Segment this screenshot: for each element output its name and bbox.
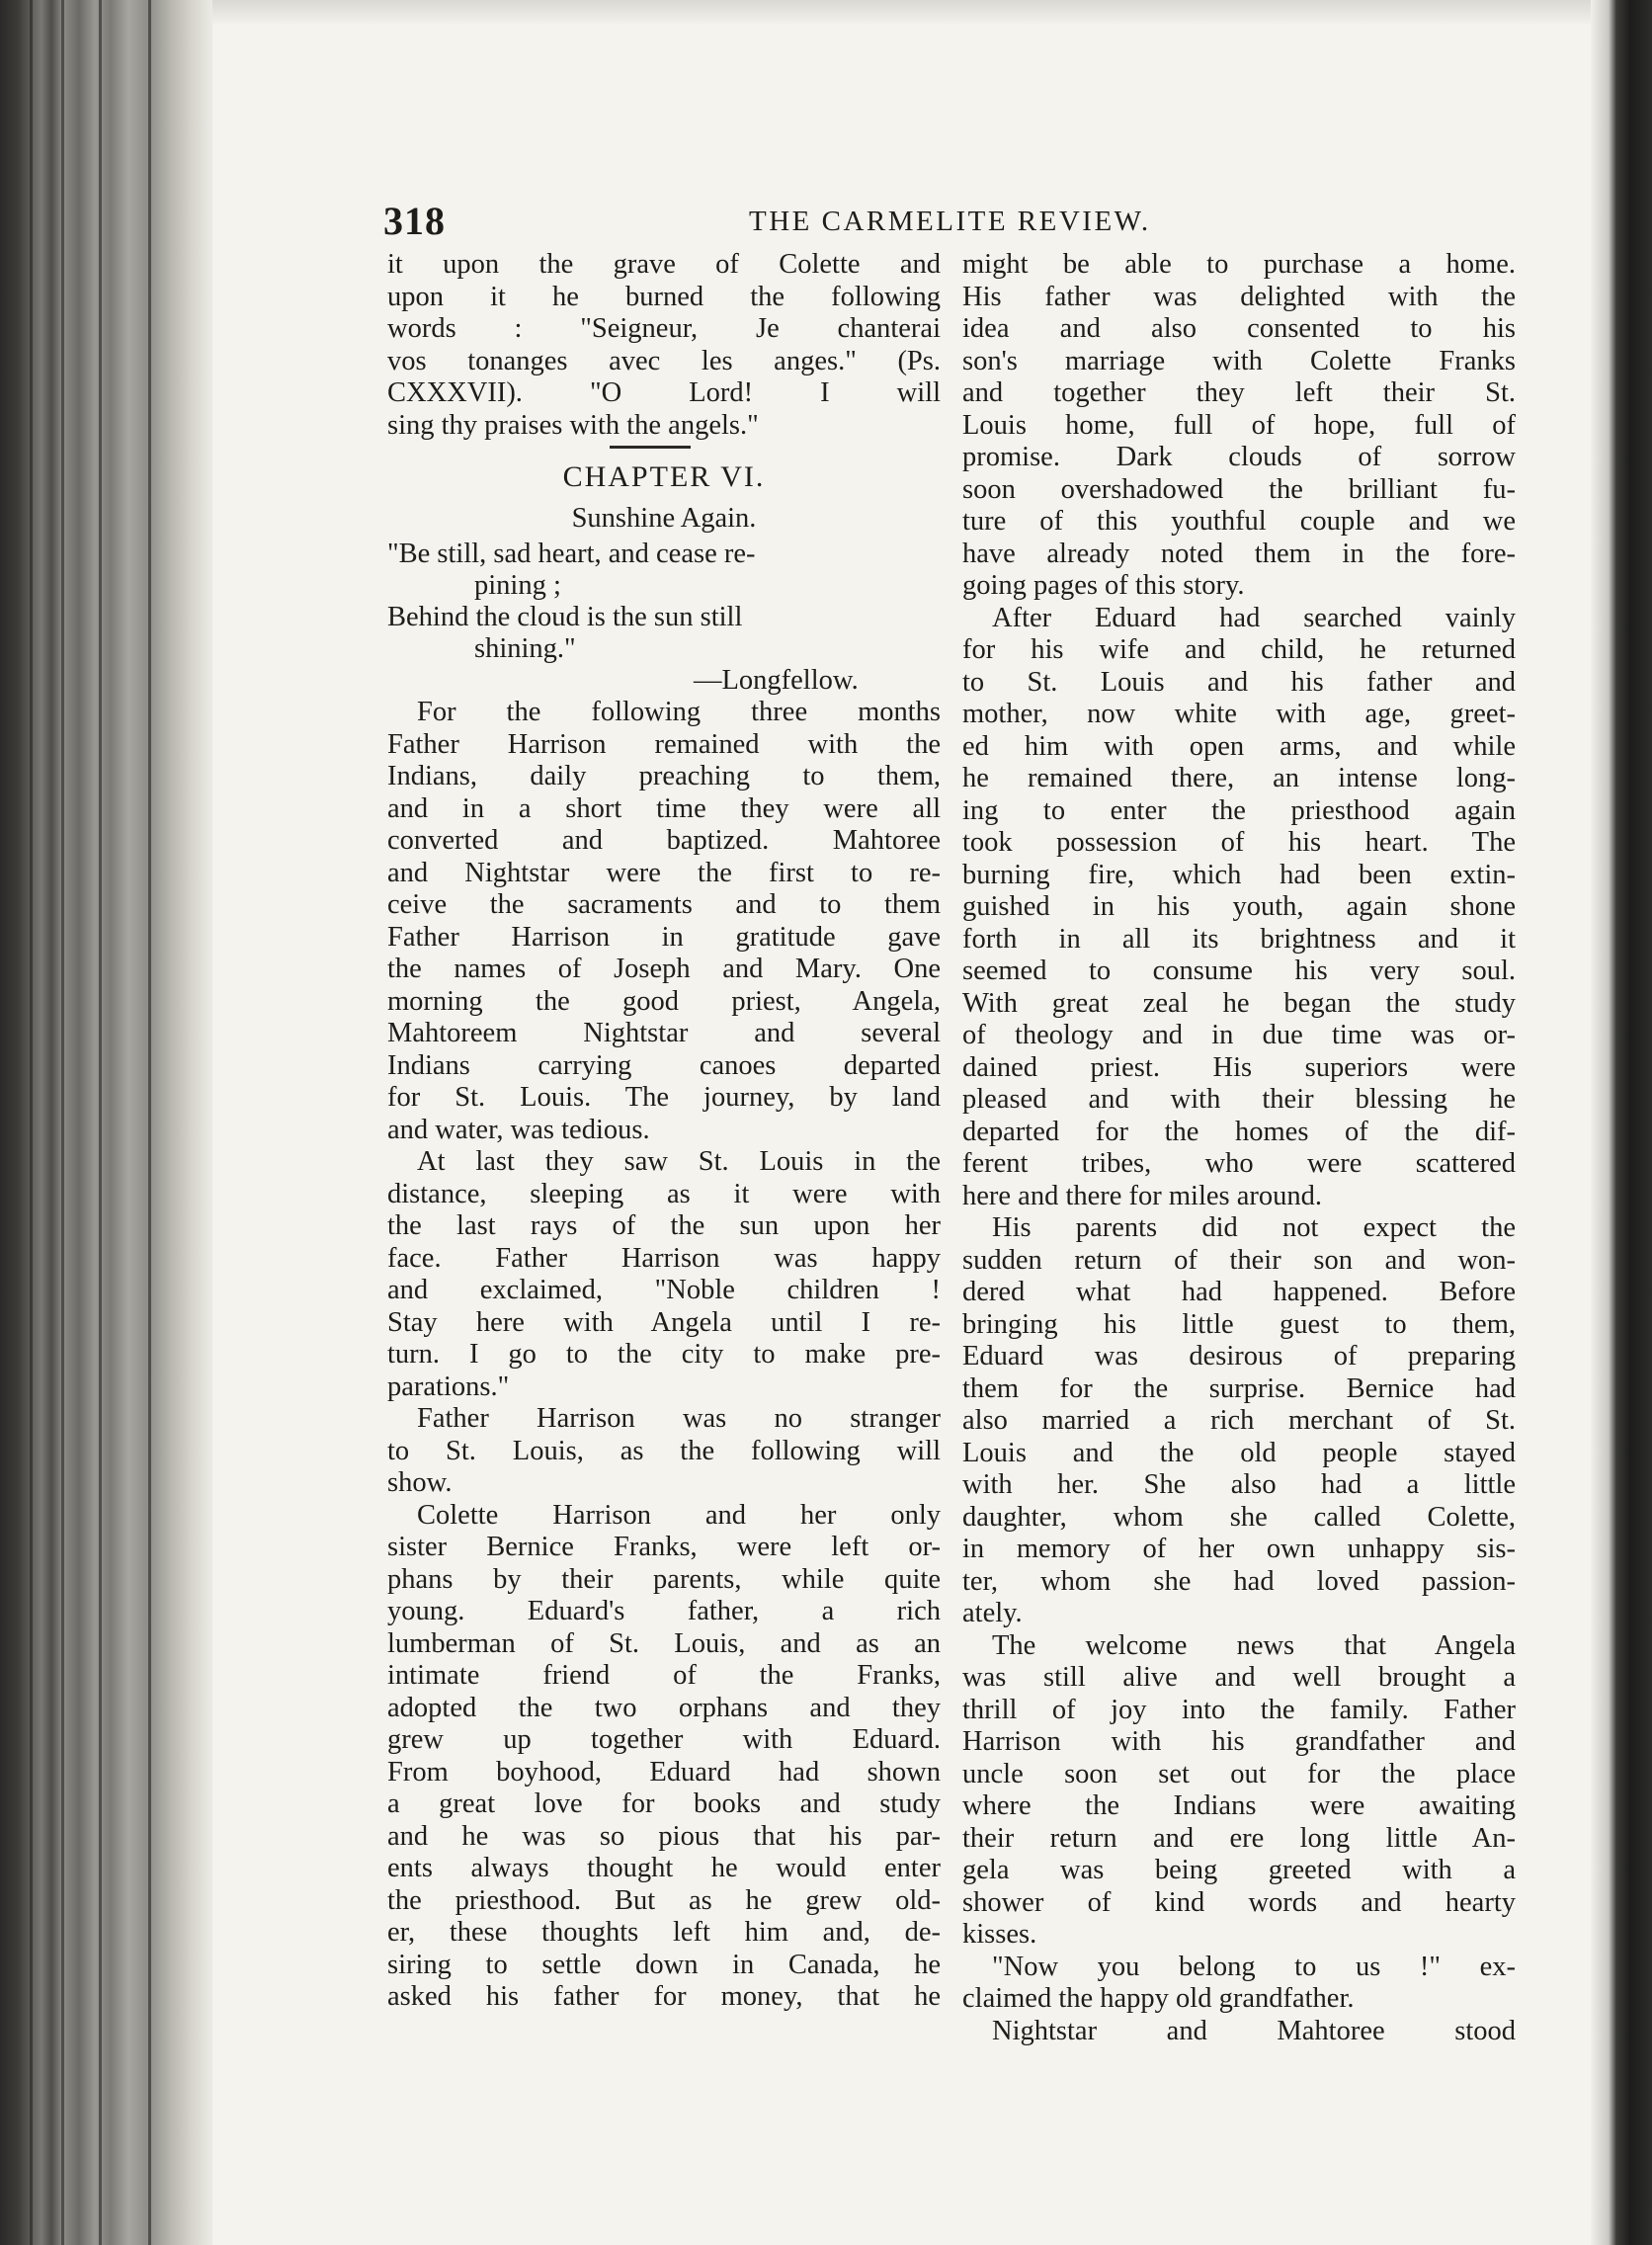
text-line: young. Eduard's father, a rich [387,1596,941,1626]
text-line: converted and baptized. Mahtoree [387,825,941,856]
text-line: of theology and in due time was or- [962,1020,1516,1050]
text-line: departed for the homes of the dif- [962,1116,1516,1147]
body-text [387,697,941,2014]
text-line: ately. [962,1598,1023,1628]
text-line: son's marriage with Colette Franks [962,345,1516,376]
epigraph-line: "Be still, sad heart, and cease re- [387,539,756,569]
text-line: and water, was tedious. [387,1114,650,1145]
text-line: Father Harrison in gratitude gave [387,921,941,953]
text-line: to St. Louis, as the following will [387,1435,941,1466]
text-line: Nightstar and Mahtoree stood [992,2015,1516,2046]
text-line: sing thy praises with the angels." [387,409,759,441]
text-line: them for the surprise. Bernice had [962,1372,1516,1404]
text-line: Father Harrison remained with the [387,728,941,760]
text-line: their return and ere long little An- [962,1822,1516,1854]
right-column [962,249,1516,2047]
text-line: From boyhood, Eduard had shown [387,1756,941,1788]
text-line: forth in all its brightness and it [962,923,1516,955]
text-line: parations." [387,1371,510,1402]
text-line: took possession of his heart. The [962,827,1516,858]
text-line: seemed to consume his very soul. [962,956,1516,986]
text-line: Eduard was desirous of preparing [962,1341,1516,1372]
text-line: turn. I go to the city to make pre- [387,1339,941,1370]
text-line: CXXXVII). "O Lord! I will [387,377,941,408]
text-line: guished in his youth, again shone [962,891,1516,922]
text-line: daughter, whom she called Colette, [962,1501,1516,1533]
text-line: lumberman of St. Louis, and as an [387,1627,941,1659]
text-line: Indians, daily preaching to them, [387,761,941,791]
text-line: ents always thought he would enter [387,1853,941,1883]
text-line: it upon the grave of Colette and [387,249,941,280]
text-line: vos tonanges avec les anges." (Ps. [387,345,941,376]
text-line: kisses. [962,1919,1037,1950]
text-line: asked his father for money, that he [387,1981,941,2012]
text-line: claimed the happy old grandfather. [962,1983,1355,2014]
text-line: the priesthood. But as he grew old- [387,1884,941,1916]
text-line: going pages of this story. [962,570,1245,601]
intro-paragraph [387,249,941,442]
text-line: and together they left their St. [962,377,1516,408]
text-line: Mahtoreem Nightstar and several [387,1018,941,1048]
text-line: a great love for books and study [387,1788,941,1819]
page-number: 318 [383,199,446,243]
left-column [387,249,941,2014]
running-title: THE CARMELITE REVIEW. [749,206,1151,237]
text-line: show. [387,1467,453,1498]
text-line: and in a short time they were all [387,792,941,824]
text-line: with her. She also had a little [962,1469,1516,1500]
text-line: here and there for miles around. [962,1180,1323,1211]
epigraph-attribution: —Longfellow. [694,665,859,696]
epigraph [387,539,941,697]
text-line: Father Harrison was no stranger [417,1403,941,1434]
text-line: was still alive and well brought a [962,1662,1516,1693]
text-line: sudden return of their son and won- [962,1244,1516,1276]
text-line: distance, sleeping as it were with [387,1178,941,1209]
text-line: ter, whom she had loved passion- [962,1565,1516,1597]
spine-edge-line [99,0,102,2245]
text-line: sister Bernice Franks, were left or- [387,1532,941,1562]
text-line: Colette Harrison and her only [417,1499,941,1531]
text-line: grew up together with Eduard. [387,1724,941,1755]
text-line: ceive the sacraments and to them [387,889,941,920]
text-line: thrill of joy into the family. Father [962,1694,1516,1725]
text-line: face. Father Harrison was happy [387,1242,941,1274]
text-line: uncle soon set out for the place [962,1758,1516,1789]
text-line: also married a rich merchant of St. [962,1405,1516,1436]
chapter-title: CHAPTER VI. [562,460,766,493]
chapter-subtitle: Sunshine Again. [571,503,757,534]
text-line: pleased and with their blessing he [962,1084,1516,1115]
spine-edge-line [148,0,151,2245]
text-line: er, these thoughts left him and, de- [387,1917,941,1948]
text-line: ferent tribes, who were scattered [962,1148,1516,1179]
text-line: siring to settle down in Canada, he [387,1949,941,1980]
text-line: soon overshadowed the brilliant fu- [962,473,1516,505]
page-top-shadow [212,0,1591,26]
text-line: gela was being greeted with a [962,1855,1516,1885]
body-text [962,249,1516,2047]
text-line: mother, now white with age, greet- [962,699,1516,729]
text-line: and Nightstar were the first to re- [387,857,941,888]
text-line: he remained there, an intense long- [962,763,1516,793]
text-line: bringing his little guest to them, [962,1308,1516,1340]
spine-edge-line [30,0,33,2245]
text-line: Indians carrying canoes departed [387,1049,941,1081]
spine-edge-line [61,0,64,2245]
text-line: in memory of her own unhappy sis- [962,1534,1516,1564]
epigraph-line: Behind the cloud is the sun still [387,602,743,632]
text-line: ture of this youthful couple and we [962,506,1516,537]
text-line: the names of Joseph and Mary. One [387,954,941,984]
text-line: Stay here with Angela until I re- [387,1306,941,1338]
text-line: might be able to purchase a home. [962,249,1516,280]
text-line: At last they saw St. Louis in the [417,1146,941,1177]
text-line: The welcome news that Angela [992,1629,1516,1661]
text-line: phans by their parents, while quite [387,1563,941,1595]
text-line: words : "Seigneur, Je chanterai [387,313,941,344]
text-line: His parents did not expect the [992,1212,1516,1243]
text-line: morning the good priest, Angela, [387,985,941,1017]
text-line: upon it he burned the following [387,281,941,312]
text-line: dered what had happened. Before [962,1277,1516,1307]
text-line: have already noted them in the fore- [962,538,1516,569]
text-line: and he was so pious that his par- [387,1820,941,1852]
text-line: Louis and the old people stayed [962,1437,1516,1468]
text-line: idea and also consented to his [962,313,1516,344]
text-line: ed him with open arms, and while [962,730,1516,762]
text-line: After Eduard had searched vainly [992,602,1516,633]
text-line: intimate friend of the Franks, [387,1660,941,1691]
text-line: ing to enter the priesthood again [962,794,1516,826]
text-line: promise. Dark clouds of sorrow [962,442,1516,472]
text-line: Louis home, full of hope, full of [962,409,1516,441]
text-line: For the following three months [417,697,941,727]
text-line: adopted the two orphans and they [387,1692,941,1723]
text-line: Harrison with his grandfather and [962,1726,1516,1757]
text-line: burning fire, which had been extin- [962,859,1516,890]
text-line: and exclaimed, "Noble children ! [387,1275,941,1305]
text-line: With great zeal he began the study [962,987,1516,1019]
text-line: shower of kind words and hearty [962,1886,1516,1918]
right-page-edge [1591,0,1652,2245]
text-line: to St. Louis and his father and [962,666,1516,698]
epigraph-line: pining ; [474,570,561,601]
text-line: dained priest. His superiors were [962,1051,1516,1083]
text-line: for his wife and child, he returned [962,634,1516,665]
section-rule [387,442,941,456]
text-line: the last rays of the sun upon her [387,1210,941,1241]
text-line: His father was delighted with the [962,281,1516,312]
page-header [383,198,1549,245]
text-line: for St. Louis. The journey, by land [387,1082,941,1113]
text-line: "Now you belong to us !" ex- [992,1951,1516,1982]
text-line: where the Indians were awaiting [962,1790,1516,1821]
epigraph-line: shining." [474,633,576,664]
